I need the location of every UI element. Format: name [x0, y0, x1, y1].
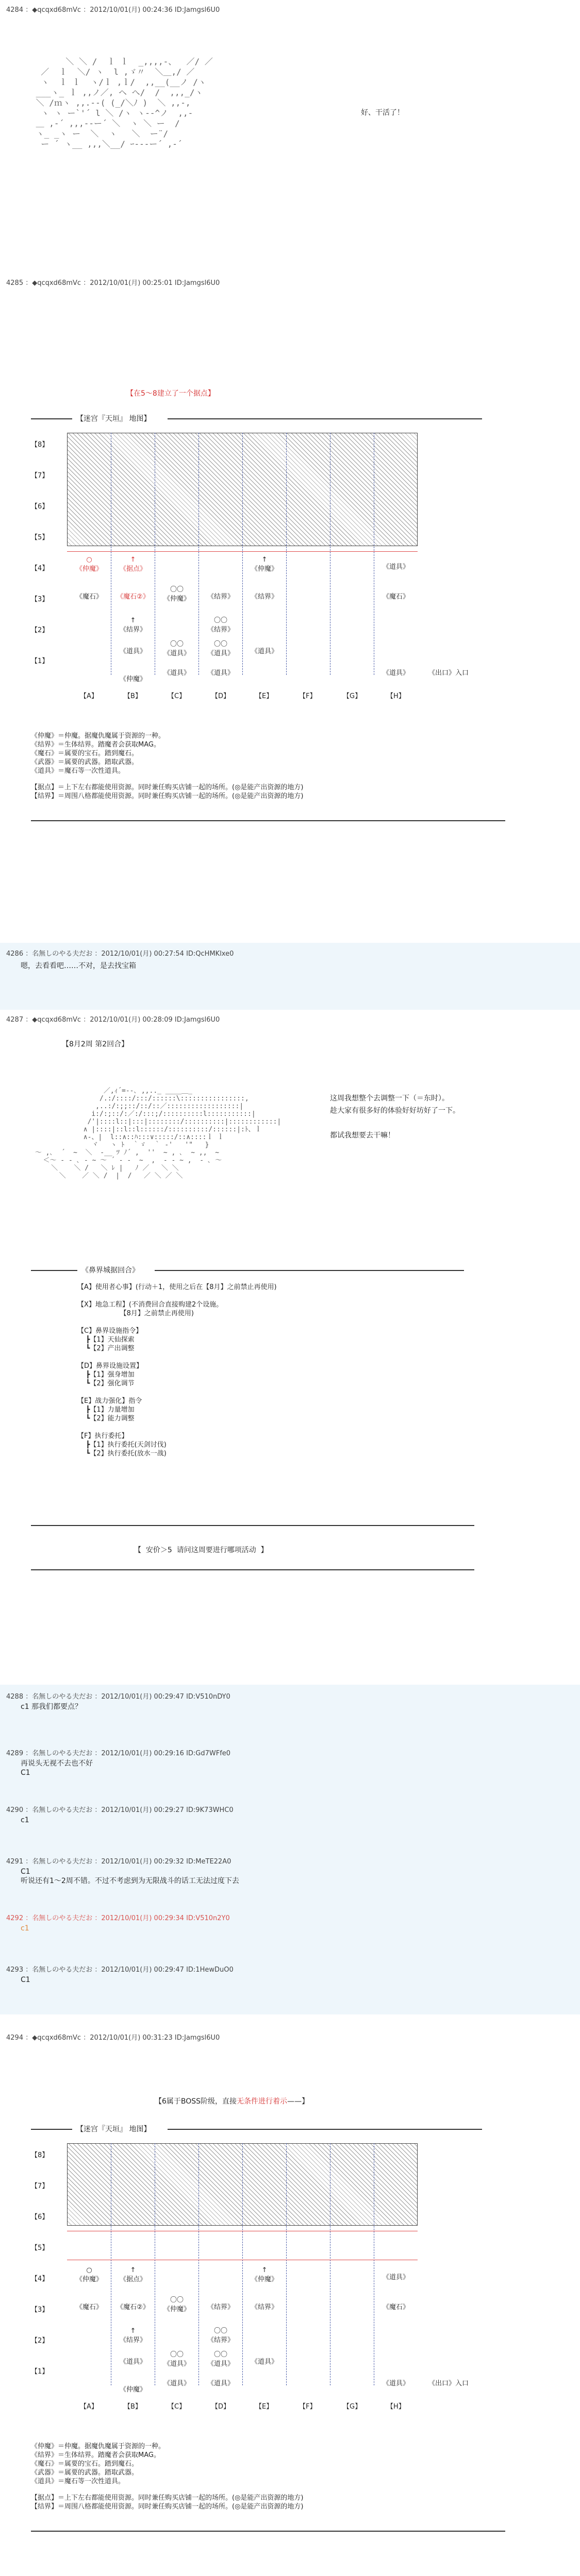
row-label: 【3】 [31, 596, 49, 603]
grid-line [198, 433, 199, 675]
grid-line [286, 433, 287, 675]
ascii-art: ＼ ＼ / ｌ ｌ _,,,,-、 ／/ ／ ／ ｌ ＼/ ヽ l ,ゞ〃 ＼＿,/ ／ ヽ ｌ ｌ ヽ/ｌ ,ｌ/ ,,__(__ノ /ヽ ___ヽ_ ｌ ,,ノ／, ヘ へ/ / ,,,_/ヽ ＼ /ｍヽ ,,.--( (_/＼ﾉ ) ＼ ,,-, ヽ ヽ ー`'´ l ＼ /ヽ ヽ--^ノ ,,- ＿ ,-´ ,,,--ー´ ＼ ヽ ＼ ー / ヽ_ _ヽ ー ＼ ヽ ＼ ー¨/ ー ´ ヽ__ ,,,＼__/ ｰ---ー´ ,-´ [36, 57, 213, 149]
col-label: 【C】 [168, 2403, 186, 2411]
divider [31, 418, 72, 419]
map-cell: 《道具》 [207, 669, 234, 677]
divider [31, 1270, 77, 1271]
post-header: 4285 ：◆qcqxd68mVc ：2012/10/01(月) 00:25:01 ID:Jamgsl6U0 [6, 279, 220, 287]
grid-line [286, 2143, 287, 2385]
col-label: 【D】 [211, 692, 230, 700]
map-cell: 〇〇 《道具》 [163, 2351, 190, 2368]
map-cell: 《魔石②》 [117, 593, 150, 601]
post-title: 【8月2周 第2回合】 [62, 1040, 129, 1048]
post-header: 4288 ：名無しのやる夫だお ：2012/10/01(月) 00:29:47 ID:V510nDY0 [6, 1693, 230, 1701]
col-label: 【A】 [80, 2403, 98, 2411]
post-header: 4293 ：名無しのやる夫だお ：2012/10/01(月) 00:29:47 ID:1HewDuO0 [6, 1966, 234, 1974]
row-label: 【1】 [31, 2368, 49, 2376]
row-label: 【6】 [31, 2213, 49, 2221]
post-4292 [0, 1906, 580, 1958]
map-cell: 《魔石》 [382, 2303, 409, 2311]
map-cell: ↑ 《仲魔》 [251, 556, 278, 573]
grid-line [242, 433, 243, 675]
col-label: 【G】 [343, 2403, 362, 2411]
map-cell: 《仲魔》 [119, 675, 146, 683]
row-label: 【3】 [31, 2306, 49, 2314]
col-label: 【E】 [255, 692, 273, 700]
map-cell: ↑ 《据点》 [119, 2266, 146, 2283]
col-label: 【F】 [299, 692, 317, 700]
row-label: 【7】 [31, 2182, 49, 2190]
post-4284 [0, 0, 580, 247]
map-cell: 《道具》 [382, 669, 409, 677]
map-cell: 《结界》 [251, 2303, 278, 2311]
map-cell: 《道具》 [119, 2358, 146, 2366]
col-label: 【H】 [387, 2403, 405, 2411]
post-header: 4291 ：名無しのやる夫だお ：2012/10/01(月) 00:29:32 ID:MeTE22A0 [6, 1858, 231, 1866]
col-label: 【F】 [299, 2403, 317, 2411]
col-label: 【B】 [124, 692, 142, 700]
post-title: 【在5～8建立了一个据点】 [126, 389, 215, 398]
aa-caption: 好、干活了！ [361, 109, 404, 117]
map-cell: 《结界》 [207, 2303, 234, 2311]
aa-dialogue: 这周我想整个去调整一下（＝东时）。 趁大家有很多好的体验好好坊好了一下。 都试我想要去干嘛！ [330, 1094, 460, 1140]
map-cell: 《道具》 [163, 669, 190, 677]
map-legend: 《仲魔》＝仲魔。据魔仇魔属于资源的一种。 《结界》＝生体结界。踏魔者会获取MAG。 《魔石》＝属要的宝石。踏到魔石。 《武器》＝属要的武器。踏取武器。 《道具》＝魔石等一次性道具。 [31, 2443, 165, 2485]
post-4286 [0, 943, 580, 1010]
map-legend-2: 【据点】＝上下左右都能使用资源。同时兼任购买店铺一起的场所。(◎是能产出资源的地方) 【结界】＝周围八格都能使用资源。同时兼任购买店铺一起的场所。(◎是能产出资源的地方) [31, 784, 304, 800]
map-cell: 《道具》 [251, 2358, 278, 2366]
post-message: c1 那我们都要点？ [21, 1703, 82, 1711]
post-4289 [0, 1741, 580, 1798]
row-label: 【4】 [31, 565, 49, 572]
map-cell: 〇〇 《仲魔》 [163, 2296, 190, 2313]
map-cell: 《魔石》 [75, 2303, 103, 2311]
col-label: 【C】 [168, 692, 186, 700]
map-cell: 〇〇 《道具》 [207, 2351, 234, 2368]
row-label: 【6】 [31, 503, 49, 511]
divider [31, 2129, 72, 2130]
map-cell: 《出口》入口 [428, 2380, 469, 2387]
map-cell: 《道具》 [382, 2274, 409, 2281]
row-label: 【5】 [31, 534, 49, 541]
map-cell: ↑ 《据点》 [119, 556, 146, 573]
row-label: 【5】 [31, 2244, 49, 2252]
command-list: 【A】使用者心事】(行动＋1，使用之后在【8月】之前禁止再使用) 【X】地急工程】(不消费回合直接购建2个设施。 【8月】之前禁止再使用) 【C】鼻界设施指令】 ┣【1】天仙探索 ┗【2】产出调整 【D】鼻界设施设置】 ┣【1】强身增加 ┗【2】强化调节 【E】战力强化】指令 ┣【1】力量增加 ┗【2】能力调整 【F】执行委托】 ┣【1】执行委托(天剑讨伐) ┗【2】执行委托(放水一战) [77, 1283, 277, 1458]
post-header: 4287 ：◆qcqxd68mVc ：2012/10/01(月) 00:28:09 ID:Jamgsl6U0 [6, 1016, 220, 1024]
row-label: 【7】 [31, 472, 49, 480]
row-label: 【8】 [31, 441, 49, 449]
anchor-vote: 【 安价＞5 请问这周要进行哪项活动 】 [134, 1546, 268, 1554]
divider [31, 2531, 505, 2532]
map-cell: 〇〇 《仲魔》 [163, 586, 190, 603]
grid-line [198, 2143, 199, 2385]
map-cell: ↑ 《结界》 [119, 617, 146, 634]
row-label: 【2】 [31, 2337, 49, 2345]
dungeon-map [31, 2138, 526, 2427]
map-cell: 〇〇 《结界》 [207, 617, 234, 634]
map-cell: 《道具》 [163, 2380, 190, 2387]
row-label: 【4】 [31, 2275, 49, 2283]
map-title: 【迷宫『天垣』 地图】 [76, 2125, 151, 2133]
divider [31, 1569, 474, 1570]
dungeon-map [31, 428, 526, 716]
post-header: 4294 ：◆qcqxd68mVc ：2012/10/01(月) 00:31:23 ID:Jamgsl6U0 [6, 2034, 220, 2042]
col-label: 【H】 [387, 692, 405, 700]
map-title: 【迷宫『天垣』 地图】 [76, 415, 151, 423]
post-header: 4292 ：名無しのやる夫だお ：2012/10/01(月) 00:29:34 ID:V510n2Y0 [6, 1914, 230, 1922]
map-cell: 《魔石②》 [117, 2303, 150, 2311]
map-cell: ↑ 《仲魔》 [251, 2266, 278, 2283]
map-cell: 《出口》入口 [428, 669, 469, 677]
title-suffix: ——】 [287, 2097, 309, 2106]
col-label: 【G】 [343, 692, 362, 700]
frontier-line [67, 551, 418, 552]
post-header: 4289 ：名無しのやる夫だお ：2012/10/01(月) 00:29:16 ID:Gd7WFfe0 [6, 1750, 231, 1757]
map-cell: ↑ 《结界》 [119, 2327, 146, 2344]
post-4287 [0, 1010, 580, 1731]
box-title: 《鼻界城据回合》 [81, 1266, 139, 1275]
map-cell: 《结界》 [251, 593, 278, 601]
row-label: 【1】 [31, 657, 49, 665]
title-prefix: 【6属于BOSS阶级，直接 [155, 2097, 237, 2106]
map-cell: 《道具》 [251, 648, 278, 655]
map-cell: 《道具》 [382, 563, 409, 571]
map-cell: 《仲魔》 [119, 2386, 146, 2394]
post-message: C1 [21, 1976, 30, 1984]
post-4285 [0, 273, 580, 943]
post-4294 [0, 2014, 580, 2576]
map-cell: 《道具》 [382, 2380, 409, 2387]
grid-line [242, 2143, 243, 2385]
map-cell: 《魔石》 [382, 593, 409, 601]
map-cell: ○ 《仲魔》 [75, 2266, 103, 2283]
map-cell: ○ 《仲魔》 [75, 556, 103, 573]
post-header: 4284 ：◆qcqxd68mVc ：2012/10/01(月) 00:24:36 ID:Jamgsl6U0 [6, 6, 220, 14]
post-4293 [0, 1958, 580, 2014]
col-label: 【D】 [211, 2403, 230, 2411]
divider [168, 2129, 482, 2130]
col-label: 【B】 [124, 2403, 142, 2411]
divider [31, 1525, 474, 1526]
post-message: c1 [21, 1816, 29, 1824]
post-header: 4290 ：名無しのやる夫だお ：2012/10/01(月) 00:29:27 ID:9K73WHC0 [6, 1806, 234, 1814]
col-label: 【A】 [80, 692, 98, 700]
map-cell: 〇〇 《道具》 [163, 640, 190, 657]
map-cell: 《魔石》 [75, 593, 103, 601]
post-title [155, 2097, 309, 2106]
map-cell: 〇〇 《道具》 [207, 640, 234, 657]
post-message: C1 听说还有1～2周不错。不过不考虑到为无限战斗的话工无法过度下去 [21, 1868, 239, 1885]
post-message: c1 [21, 1924, 29, 1933]
post-message: 再说头无视不去也不好 C1 [21, 1759, 93, 1777]
divider [168, 418, 482, 419]
divider [155, 1270, 464, 1271]
row-label: 【2】 [31, 626, 49, 634]
post-4290 [0, 1798, 580, 1850]
map-cell: 〇〇 《结界》 [207, 2327, 234, 2344]
map-legend: 《仲魔》＝仲魔。据魔仇魔属于资源的一种。 《结界》＝生体结界。踏魔者会获取MAG。 《魔石》＝属要的宝石。踏到魔石。 《武器》＝属要的武器。踏取武器。 《道具》＝魔石等一次性道具。 [31, 732, 165, 775]
row-label: 【8】 [31, 2151, 49, 2159]
map-cell: 《道具》 [119, 648, 146, 655]
ascii-art: ／,ｨ´=‐-､ ,,.._ ____＿_ /.:/::::/:::/::::::\::::::::::::::::, ,..:/:;;::/::/::／::::::::::::::::::| i:/:;::/:／:/:::;/::::::::::l:::::::::::| /'|::::l::|:::|::::::::/::::::::::|::::::::::::| ∧ |::::|::l::l::::::/::::::::::/::::::|:ﾄ、ｌ ∧‐、| l::∧::ﾊ:::∨:::::/::∧::::ｌ ｌ ヾ ヽ ﾄ ｀ゞ ｀ ‐' '" } ～ ,､ ´ ~ ＼ ‐__ ﾂ ﾉ´ , '' ~ , ､ ~ ,, ~ ＜～ ‐ - ､ - ~ ～ ´ - - ~ , ‐ - ~ , ‐ ､ ～ ＼ ＼ / ＼ ﾚ | ﾉ ／ ＼ ＼ ＼ ／ ＼ / | / ／ ＼ ／ ＼ [35, 1087, 281, 1180]
post-message: 嗯，去看看吧……不对，是去找宝箱 [21, 962, 136, 970]
map-cell: 《结界》 [207, 593, 234, 601]
col-label: 【E】 [255, 2403, 273, 2411]
title-highlight: 无条件进行着示 [237, 2097, 288, 2106]
map-cell: 《道具》 [207, 2380, 234, 2387]
map-legend-2: 【据点】＝上下左右都能使用资源。同时兼任购买店铺一起的场所。(◎是能产出资源的地方) 【结界】＝周围八格都能使用资源。同时兼任购买店铺一起的场所。(◎是能产出资源的地方) [31, 2494, 304, 2511]
divider [31, 820, 505, 821]
post-4288 [0, 1685, 580, 1741]
post-4291 [0, 1850, 580, 1906]
post-header: 4286 ：名無しのやる夫だお ：2012/10/01(月) 00:27:54 ID:QcHMKlxe0 [6, 950, 234, 958]
